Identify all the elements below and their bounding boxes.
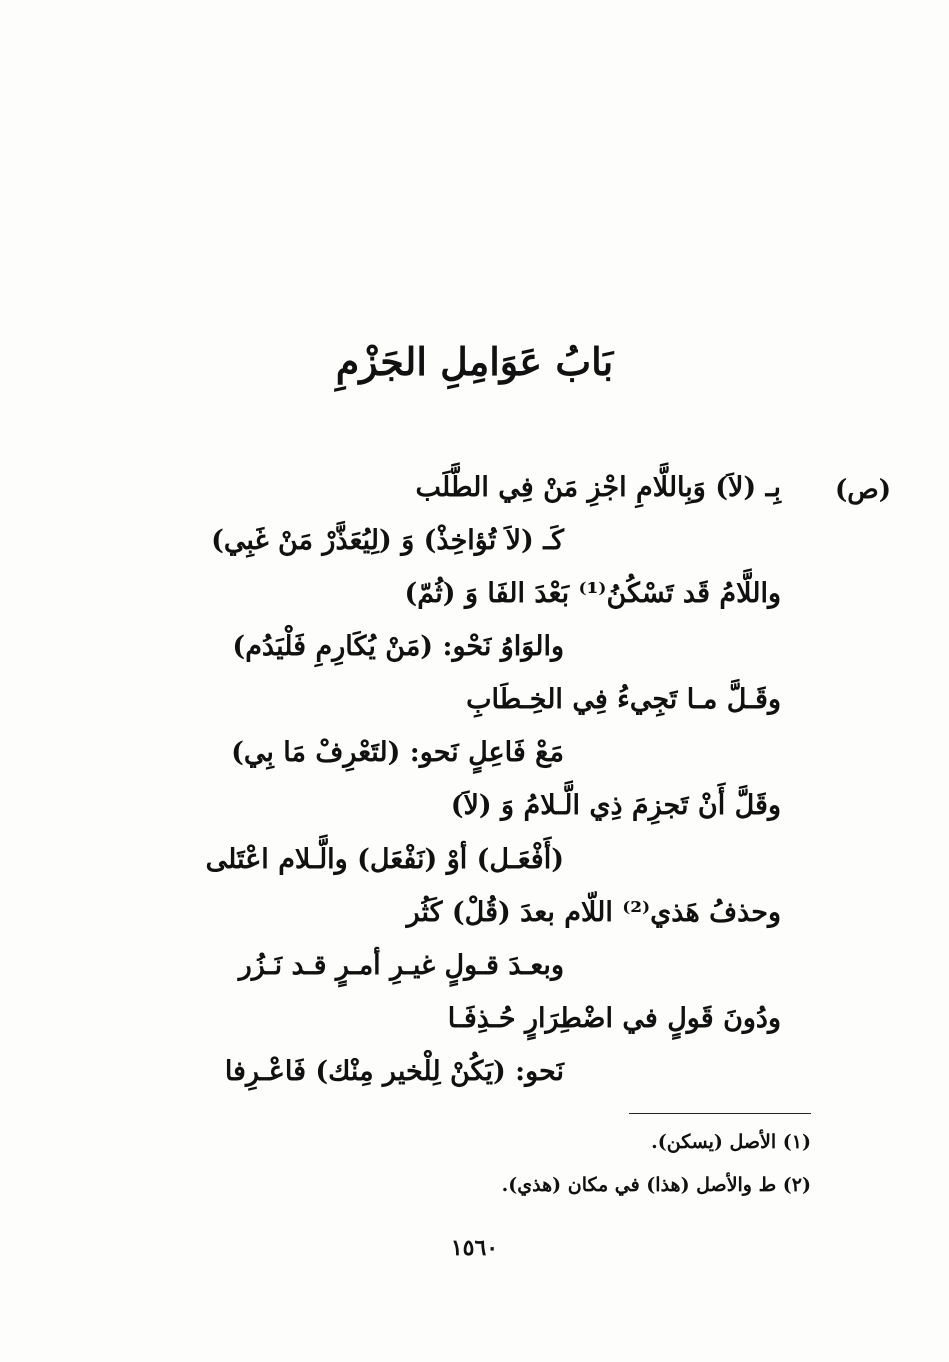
footnote: (١) الأصل (يسكن). (651, 1131, 811, 1153)
verse-line: نَحو: (يَكُنْ لِلْخير مِنْك) فَاعْـرِفا (224, 1056, 564, 1087)
chapter-title: بَابُ عَوَامِلِ الجَزْمِ (335, 339, 614, 384)
verse-line: مَعْ فَاعِلٍ نَحو: (لتَعْرِفْ مَا بِي) (231, 737, 564, 768)
verse-line: والوَاوُ نَحْو: (مَنْ يُكَارِمِ فَلْيَدُم) (232, 631, 564, 662)
text-marker: (ص) (834, 475, 891, 505)
verse-line: وبعـدَ قـولٍ غيـرِ أمـرٍ قـد نَـزُر (238, 950, 564, 981)
verse-line: وحذفُ هَذي⁽²⁾ اللّام بعدَ (قُلْ) كَثُر (406, 897, 781, 928)
verse-line: وقَلَّ أَنْ تَجزِمَ ذِي الَّـلامُ وَ (لاَ) (450, 790, 781, 821)
footnote: (٢) ط والأصل (هذا) في مكان (هذي). (501, 1174, 811, 1196)
footnote-divider (629, 1113, 811, 1114)
verse-line: ودُونَ قَولٍ في اضْطِرَارٍ حُـذِفَـا (447, 1003, 781, 1034)
verse-line: وقَـلَّ مـا تَجِيءُ فِي الخِـطَابِ (466, 684, 781, 715)
page-number: ١٥٦٠ (450, 1235, 499, 1261)
verse-line: واللَّامُ قَد تَسْكُنُ⁽¹⁾ بَعْدَ الفَا وَ (ثُمّ) (404, 578, 781, 609)
verse-line: (أَفْعَـل) أوْ (نَفْعَل) والَّـلام اعْتَلى (205, 844, 564, 875)
verse-line: بِـ (لاَ) وَبِاللَّامِ اجْزِ مَنْ فِي الطَّلَب (415, 472, 781, 503)
verse-line: كَـ (لاَ تُؤاخِذْ) وَ (لِيُعَذَّرْ مَنْ غَبِي) (211, 525, 564, 556)
